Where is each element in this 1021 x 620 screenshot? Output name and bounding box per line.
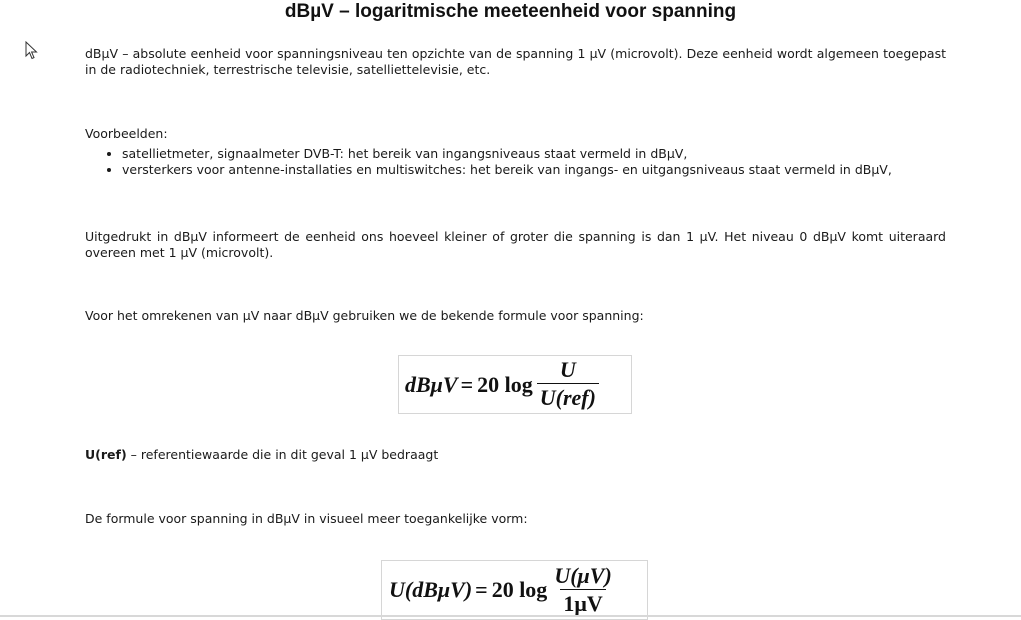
page-title: dBµV – logaritmische meeteenheid voor spanning <box>284 1 737 22</box>
formula-fraction <box>537 357 599 412</box>
list-item: • versterkers voor antenne-installaties en multiswitches: het bereik van ingangs- en uitgangsniveaus staat vermeld in dBµV, <box>122 162 1002 178</box>
uref-description: – referentiewaarde die in dit geval 1 µV bedraagt <box>126 447 439 462</box>
list-item: • satellietmeter, signaalmeter DVB-T: het bereik van ingangsniveaus staat vermeld in dBµV, <box>122 146 1002 162</box>
formula-numerator: U <box>559 357 576 382</box>
formula-denominator: U(ref) <box>537 383 599 412</box>
formula-fraction <box>551 563 614 618</box>
visual-intro: De formule voor spanning in dBµV in visueel meer toegankelijke vorm: <box>85 511 528 526</box>
examples-list <box>85 146 1002 178</box>
uref-term: U(ref) <box>85 447 127 462</box>
formula-lhs: dBμV <box>405 371 458 397</box>
formula-lhs: U(dBμV) <box>389 577 473 602</box>
formula-equals: = <box>475 577 488 602</box>
intro-paragraph: dBµV – absolute eenheid voor spanningsniveau ten opzichte van de spanning 1 µV (microvolt). Deze eenheid wordt algemeen toegepast in de radiotechniek, terrestrische televisie, satelliettelevisie, etc. <box>85 46 946 77</box>
formula-coefficient: 20 log <box>477 371 533 397</box>
examples-heading: Voorbeelden: <box>85 126 168 141</box>
formula-equals: = <box>460 371 474 397</box>
formula-image-1 <box>398 355 632 414</box>
formula-image-2 <box>381 560 648 620</box>
formula-coefficient: 20 log <box>491 577 548 602</box>
formula-denominator: 1μV <box>560 589 605 618</box>
formula-numerator: U(μV) <box>554 562 612 588</box>
uref-definition <box>85 447 946 463</box>
mouse-cursor-icon <box>25 41 39 61</box>
explanation-paragraph: Uitgedrukt in dBµV informeert de eenheid ons hoeveel kleiner of groter die spanning is dan 1 µV. Het niveau 0 dBµV komt uiteraard overeen met 1 µV (microvolt). <box>85 229 946 260</box>
conversion-intro: Voor het omrekenen van µV naar dBµV gebruiken we de bekende formule voor spanning: <box>85 308 644 323</box>
